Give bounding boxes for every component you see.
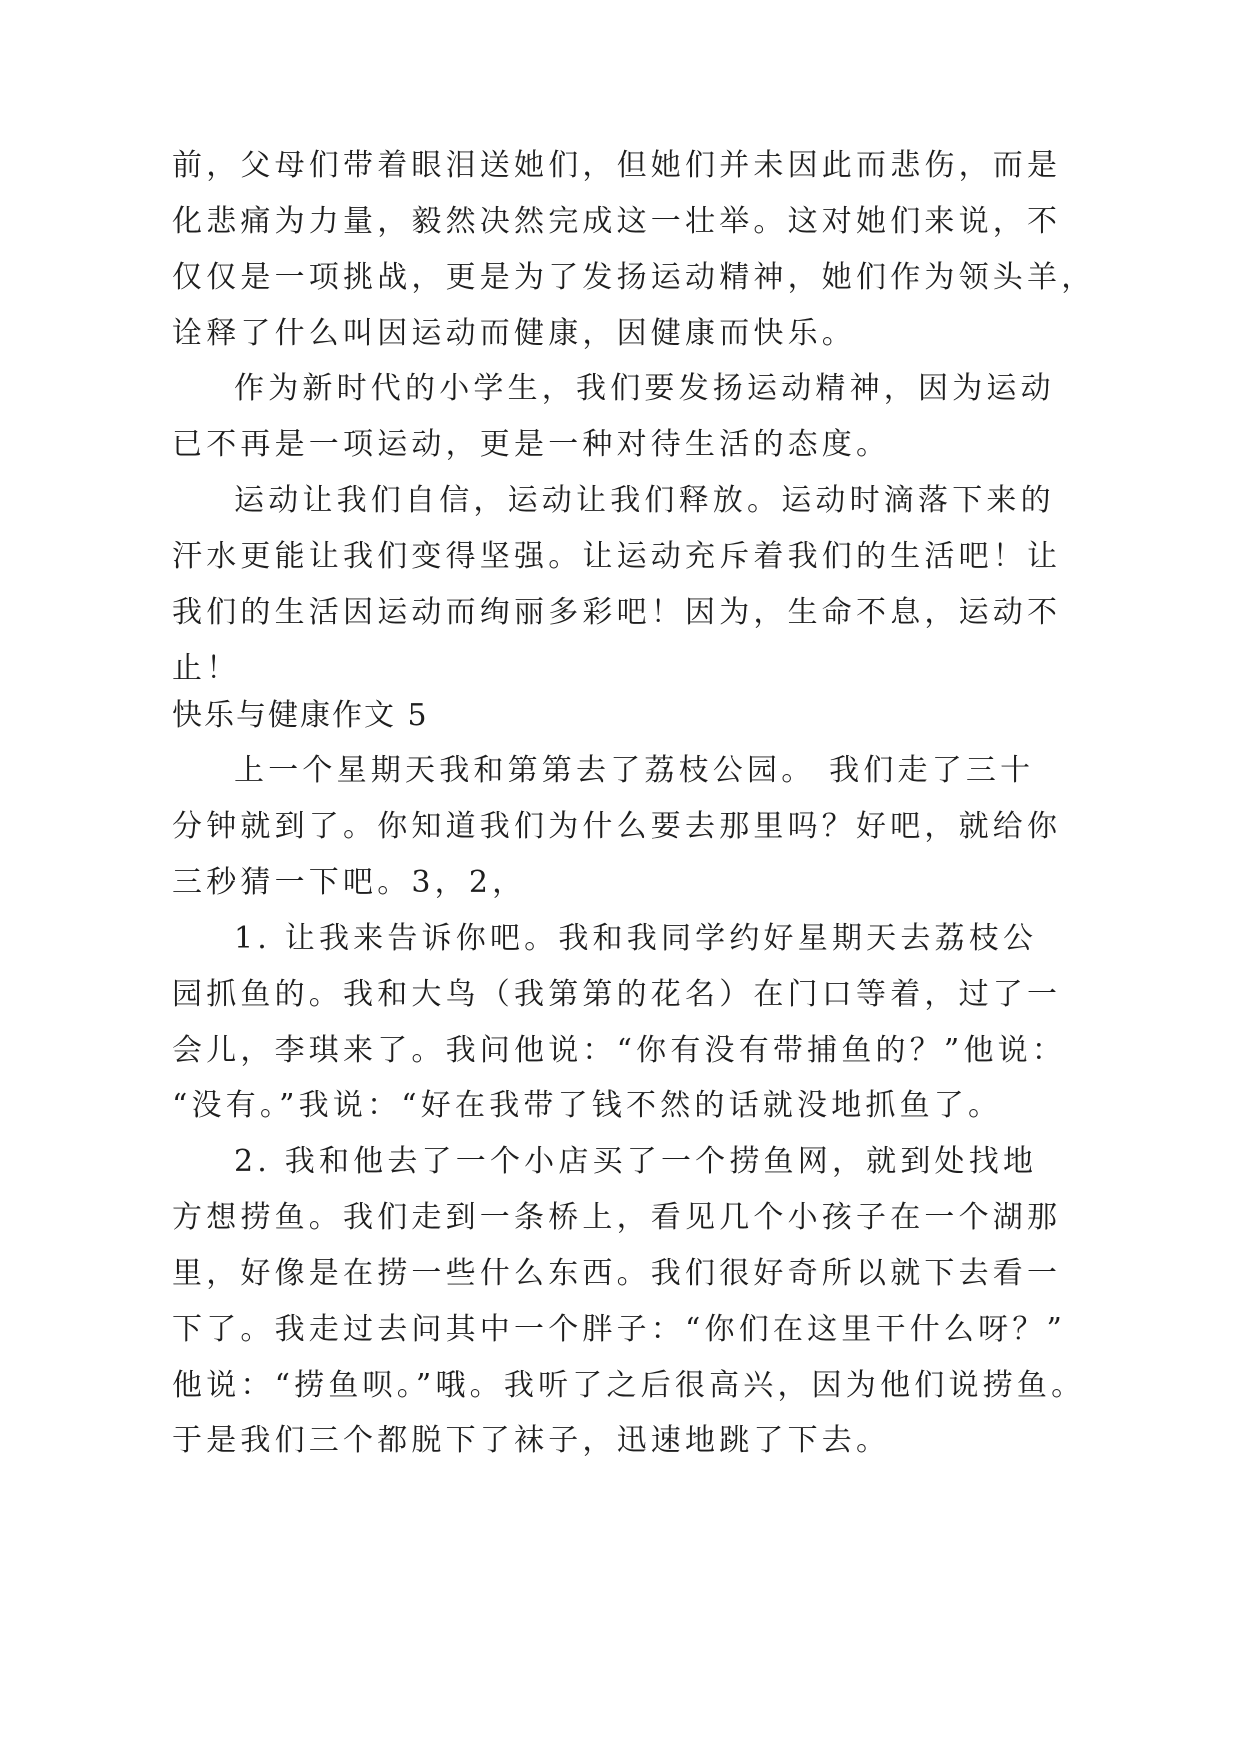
text-line: 方想捞鱼。我们走到一条桥上，看见几个小孩子在一个湖那 — [172, 1200, 1062, 1235]
text-line: 止！ — [172, 651, 241, 686]
text-line: 分钟就到了。你知道我们为什么要去那里吗？好吧，就给你 — [172, 809, 1062, 844]
text-line: 会儿，李琪来了。我问他说：“你有没有带捕鱼的？”他说： — [172, 1033, 1067, 1068]
text-line: 已不再是一项运动，更是一种对待生活的态度。 — [172, 427, 891, 462]
numbered-item-first-line: 1. 让我来告诉你吧。我和我同学约好星期天去荔枝公 — [234, 921, 1038, 956]
text-line: 仅仅是一项挑战，更是为了发扬运动精神，她们作为领头羊， — [172, 260, 1096, 295]
paragraph-first-line: 运动让我们自信，运动让我们释放。运动时滴落下来的 — [234, 483, 1055, 518]
text-line: 里，好像是在捞一些什么东西。我们很好奇所以就下去看一 — [172, 1256, 1062, 1291]
section-heading: 快乐与健康作文 5 — [172, 698, 429, 733]
text-line: 化悲痛为力量，毅然决然完成这一壮举。这对她们来说，不 — [172, 204, 1062, 239]
text-line: 诠释了什么叫因运动而健康，因健康而快乐。 — [172, 316, 856, 351]
text-line: 于是我们三个都脱下了袜子，迅速地跳了下去。 — [172, 1423, 891, 1458]
text-line: 三秒猜一下吧。3，2， — [172, 865, 527, 900]
text-line: 园抓鱼的。我和大鸟（我第第的花名）在门口等着，过了一 — [172, 977, 1062, 1012]
numbered-item-first-line: 2. 我和他去了一个小店买了一个捞鱼网，就到处找地 — [234, 1144, 1038, 1179]
text-line: “没有。”我说：“好在我带了钱不然的话就没地抓鱼了。 — [172, 1088, 1003, 1123]
paragraph-first-line: 作为新时代的小学生，我们要发扬运动精神，因为运动 — [234, 371, 1055, 406]
text-line: 他说：“捞鱼呗。”哦。我听了之后很高兴，因为他们说捞鱼。 — [172, 1368, 1086, 1403]
text-line: 前，父母们带着眼泪送她们，但她们并未因此而悲伤，而是 — [172, 148, 1062, 183]
paragraph-first-line: 上一个星期天我和第第去了荔枝公园。 我们走了三十 — [234, 753, 1035, 788]
text-line: 汗水更能让我们变得坚强。让运动充斥着我们的生活吧！让 — [172, 539, 1062, 574]
text-line: 下了。我走过去问其中一个胖子：“你们在这里干什么呀？” — [172, 1312, 1067, 1347]
text-line: 我们的生活因运动而绚丽多彩吧！因为，生命不息，运动不 — [172, 595, 1062, 630]
